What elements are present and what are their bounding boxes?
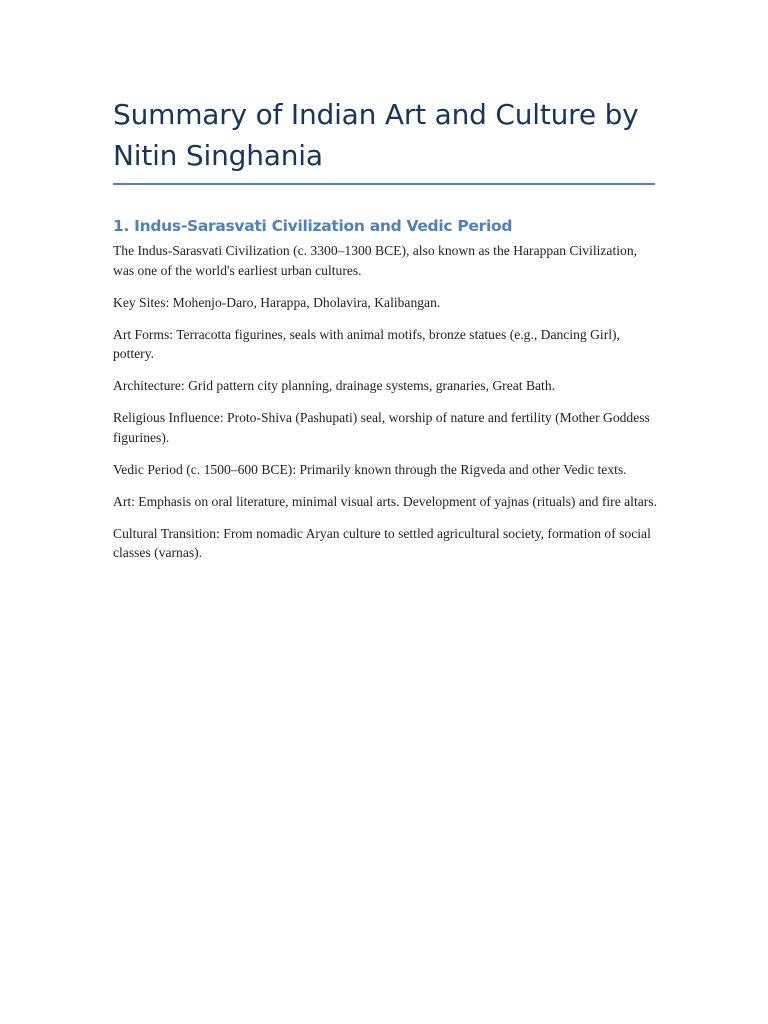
section-heading: 1. Indus-Sarasvati Civilization and Vedic Period [113, 217, 513, 235]
paragraph-cultural-transition: Cultural Transition: From nomadic Aryan culture to settled agricultural society, formation of social classes (varnas). [113, 525, 651, 560]
paragraph-key-sites: Key Sites: Mohenjo-Daro, Harappa, Dholavira, Kalibangan. [113, 294, 441, 310]
title-underline-rule [113, 183, 655, 185]
paragraph-art-forms: Art Forms: Terracotta figurines, seals with animal motifs, bronze statues (e.g., Dancing Girl), pottery. [113, 326, 620, 361]
document-title: Summary of Indian Art and Culture by Nitin Singhania [113, 98, 639, 172]
paragraph-art: Art: Emphasis on oral literature, minimal visual arts. Development of yajnas (rituals) and fire altars. [113, 493, 657, 509]
paragraph-architecture: Architecture: Grid pattern city planning, drainage systems, granaries, Great Bath. [113, 378, 556, 393]
section-indus-vedic [113, 216, 655, 563]
section-body [113, 241, 655, 563]
paragraph-intro: The Indus-Sarasvati Civilization (c. 3300–1300 BCE), also known as the Harappan Civilization, was one of the world's earliest urban cultures. [113, 243, 638, 278]
paragraph-vedic-period: Vedic Period (c. 1500–600 BCE): Primarily known through the Rigveda and other Vedic texts. [113, 461, 627, 477]
paragraph-religious-influence: Religious Influence: Proto-Shiva (Pashupati) seal, worship of nature and fertility (Mother Goddess figurines). [113, 410, 650, 445]
